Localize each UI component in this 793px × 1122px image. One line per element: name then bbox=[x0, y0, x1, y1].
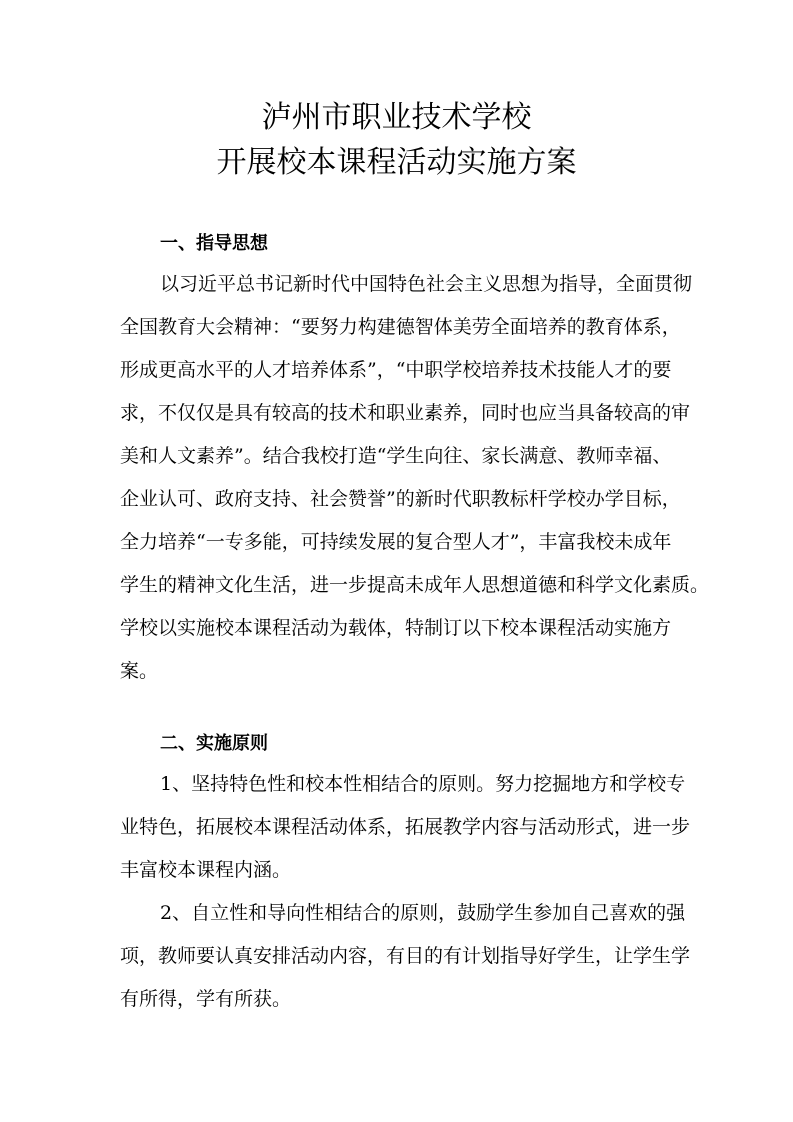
section-1-line: 美和人文素养”。结合我校打造“学生向往、家长满意、教师幸福、 bbox=[120, 445, 672, 467]
section-1-heading: 一、指导思想 bbox=[160, 233, 268, 254]
section-2-heading: 二、实施原则 bbox=[160, 733, 268, 754]
document-title-line-2: 开展校本课程活动实施方案 bbox=[216, 145, 577, 180]
principle-2-line: 项，教师要认真安排活动内容，有目的有计划指导好学生，让学生学 bbox=[120, 945, 691, 967]
section-1-line: 以习近平总书记新时代中国特色社会主义思想为指导，全面贯彻 bbox=[160, 273, 693, 295]
document-title-line-1: 泸州市职业技术学校 bbox=[261, 100, 532, 135]
principle-2-line: 有所得，学有所获。 bbox=[120, 988, 292, 1010]
section-1-line: 形成更高水平的人才培养体系”，“中职学校培养技术技能人才的要 bbox=[120, 359, 672, 381]
section-1-line: 学生的精神文化生活，进一步提高未成年人思想道德和科学文化素质。 bbox=[120, 574, 710, 596]
principle-1-line: 丰富校本课程内涵。 bbox=[120, 859, 292, 881]
section-1-line: 求，不仅仅是具有较高的技术和职业素养，同时也应当具备较高的审 bbox=[120, 402, 691, 424]
principle-1-line: 1、坚持特色性和校本性相结合的原则。努力挖掘地方和学校专 bbox=[160, 773, 686, 795]
principle-1-line: 业特色，拓展校本课程活动体系，拓展教学内容与活动形式，进一步 bbox=[120, 816, 691, 838]
section-1-line: 学校以实施校本课程活动为载体，特制订以下校本课程活动实施方 bbox=[120, 617, 672, 639]
section-1-line: 全力培养“一专多能，可持续发展的复合型人才”，丰富我校未成年 bbox=[120, 531, 672, 553]
section-1-line: 企业认可、政府支持、社会赞誉”的新时代职教标杆学校办学目标， bbox=[120, 488, 681, 510]
section-1-line: 全国教育大会精神：“要努力构建德智体美劳全面培养的教育体系， bbox=[120, 316, 681, 338]
principle-2-line: 2、自立性和导向性相结合的原则，鼓励学生参加自己喜欢的强 bbox=[160, 902, 686, 924]
section-1-line: 案。 bbox=[120, 660, 159, 682]
